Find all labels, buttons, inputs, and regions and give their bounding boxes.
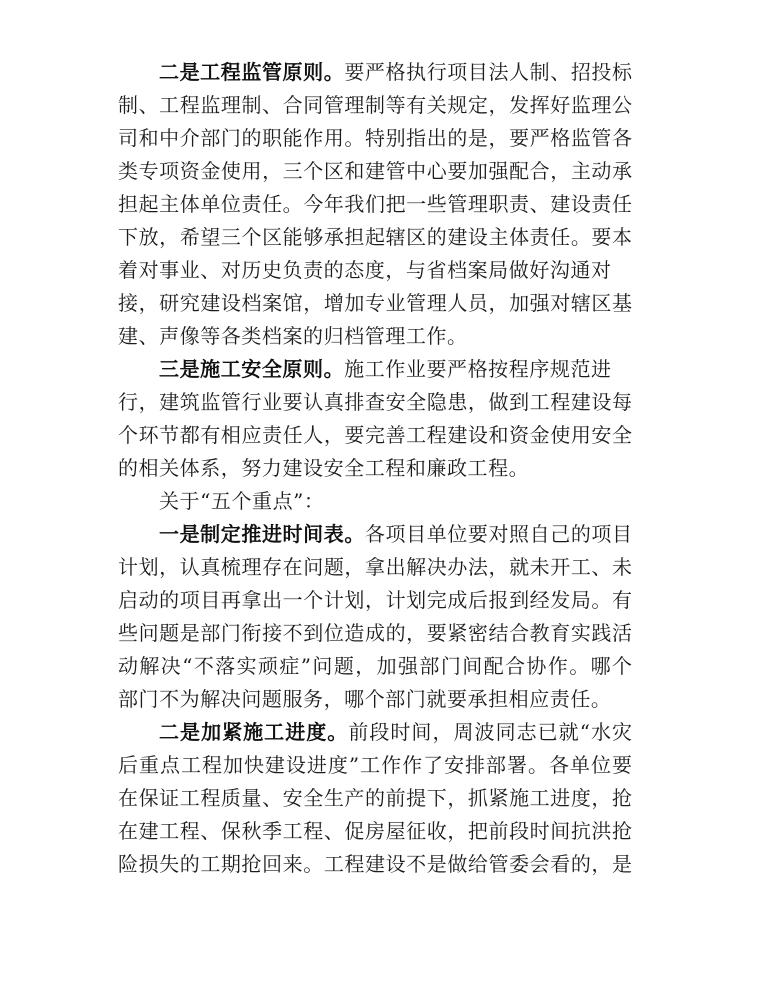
- paragraph-lead-heading: 三是施工安全原则。: [159, 357, 345, 381]
- paragraph-line: 启动的项目再拿出一个计划，计划完成后报到经发局。有: [118, 588, 632, 612]
- paragraph-line: 司和中介部门的职能作用。特别指出的是，要严格监管各: [118, 126, 632, 150]
- paragraph-line: [159, 56, 632, 89]
- paragraph-lead-heading: 一是制定推进时间表。: [159, 522, 365, 546]
- paragraph-lead-heading: 二是工程监管原则。: [159, 60, 345, 84]
- paragraph-line: [159, 353, 611, 386]
- paragraph-line: 在保证工程质量、安全生产的前提下，抓紧施工进度，抢: [118, 786, 632, 810]
- paragraph-line: 的相关体系，努力建设安全工程和廉政工程。: [118, 456, 530, 480]
- paragraph-line: 关于“五个重点”：: [159, 489, 325, 513]
- paragraph-line: 后重点工程加快建设进度”工作作了安排部署。各单位要: [118, 753, 632, 777]
- paragraph-line: 接，研究建设档案馆，增加专业管理人员，加强对辖区基: [118, 291, 632, 315]
- paragraph-line: 制、工程监理制、合同管理制等有关规定，发挥好监理公: [118, 93, 632, 117]
- line-text: 要严格执行项目法人制、招投标: [344, 60, 633, 84]
- paragraph-line: 动解决“不落实顽症”问题，加强部门间配合协作。哪个: [118, 654, 632, 678]
- paragraph-line: 类专项资金使用，三个区和建管中心要加强配合，主动承: [118, 159, 632, 183]
- paragraph-line: 着对事业、对历史负责的态度，与省档案局做好沟通对: [118, 258, 611, 282]
- paragraph-line: [159, 716, 632, 749]
- paragraph-line: 部门不为解决问题服务，哪个部门就要承担相应责任。: [118, 687, 612, 711]
- line-text: 前段时间，周波同志已就“水灾: [348, 720, 633, 744]
- paragraph-line: 行，建筑监管行业要认真排查安全隐患，做到工程建设每: [118, 390, 632, 414]
- paragraph-supervision-principle: [118, 56, 632, 353]
- paragraph-line: 些问题是部门衔接不到位造成的，要紧密结合教育实践活: [118, 621, 632, 645]
- paragraph-timeline: [118, 518, 632, 716]
- paragraph-construction-progress: [118, 716, 632, 881]
- document-body: [118, 56, 632, 881]
- paragraph-line: 担起主体单位责任。今年我们把一些管理职责、建设责任: [118, 192, 632, 216]
- paragraph-safety-principle: [118, 353, 632, 485]
- paragraph-line: [159, 518, 632, 551]
- paragraph-lead-heading: 二是加紧施工进度。: [159, 720, 349, 744]
- paragraph-line: 建、声像等各类档案的归档管理工作。: [118, 324, 468, 348]
- paragraph-five-priorities-intro: [118, 485, 632, 518]
- paragraph-line: 下放，希望三个区能够承担起辖区的建设主体责任。要本: [118, 225, 632, 249]
- paragraph-line: 计划，认真梳理存在问题，拿出解决办法，就未开工、未: [118, 555, 632, 579]
- paragraph-line: 在建工程、保秋季工程、促房屋征收，把前段时间抗洪抢: [118, 819, 632, 843]
- line-text: 施工作业要严格按程序规范进: [344, 357, 612, 381]
- line-text: 各项目单位要对照自己的项目: [364, 522, 633, 546]
- paragraph-line: 险损失的工期抢回来。工程建设不是做给管委会看的，是: [118, 852, 632, 876]
- paragraph-line: 个环节都有相应责任人，要完善工程建设和资金使用安全: [118, 423, 632, 447]
